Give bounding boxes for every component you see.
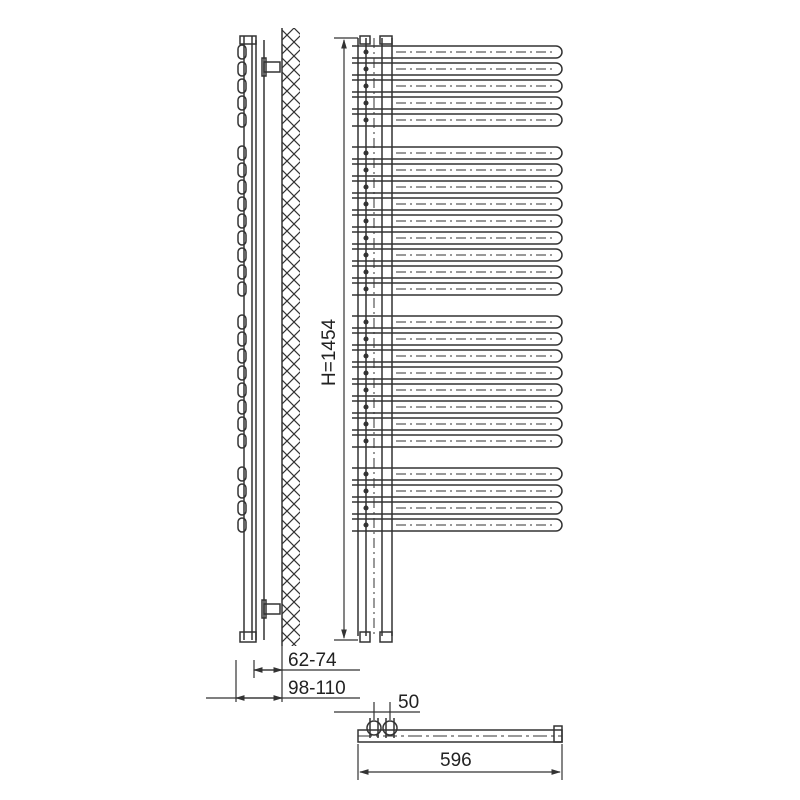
bar-joint-dot [364,202,368,206]
side-bar-end [238,400,246,414]
side-bar-end [238,434,246,448]
side-bar-end [238,282,246,296]
bar-joint-dot [364,236,368,240]
bar-joint-dot [364,506,368,510]
front-view [352,36,562,642]
bar-joint-dot [364,388,368,392]
bar-joint-dot [364,50,368,54]
side-bottom-cap [240,632,256,642]
bar-joint-dot [364,185,368,189]
top-view [358,718,562,742]
bar-joint-dot [364,472,368,476]
bar-joint-dot [364,523,368,527]
side-bar-end [238,366,246,380]
side-bar-end [238,163,246,177]
side-bar-end [238,467,246,481]
bar-joint-dot [364,371,368,375]
total-depth-dimension-label: 98-110 [288,678,346,699]
front-top-cap-left [360,36,370,44]
bar-joint-dot [364,354,368,358]
bar-joint-dot [364,489,368,493]
bar-joint-dot [364,219,368,223]
side-bar-ends [238,45,246,532]
bar-joint-dot [364,422,368,426]
front-bottom-valve-left [360,632,370,642]
side-bar-end [238,518,246,532]
side-bar-end [238,214,246,228]
bar-joint-dot [364,118,368,122]
width-dimension-label: 596 [440,750,472,771]
bar-joint-dot [364,287,368,291]
side-bar-end [238,417,246,431]
bar-joint-dot [364,101,368,105]
side-bar-end [238,45,246,59]
side-bar-end [238,383,246,397]
pipe-spacing-dimension-label: 50 [398,692,420,713]
bar-joint-dot [364,253,368,257]
bar-joint-dot [364,84,368,88]
side-bar-end [238,248,246,262]
side-bar-end [238,501,246,515]
side-view [238,28,300,646]
top-view-pipe-left [367,718,381,738]
side-bar-end [238,484,246,498]
side-bar-end [238,231,246,245]
bar-joint-dot [364,439,368,443]
bar-joint-dot [364,168,368,172]
bar-joint-dot [364,405,368,409]
side-bar-end [238,332,246,346]
bar-joint-dot [364,337,368,341]
wall-section [282,28,300,646]
side-bar-end [238,96,246,110]
side-bar-end [238,146,246,160]
wall-gap-dimension-label: 62-74 [288,650,337,671]
bar-joint-dot [364,320,368,324]
side-bar-end [238,197,246,211]
bar-joint-dot [364,67,368,71]
side-bar-end [238,113,246,127]
side-top-cap [240,36,256,44]
front-bars [352,46,562,531]
bar-joint-dot [364,151,368,155]
side-bar-end [238,349,246,363]
top-view-pipe-right [383,718,397,738]
top-view-end-cap [554,726,562,742]
side-bar-end [238,180,246,194]
bar-joint-dot [364,270,368,274]
side-bar-end [238,62,246,76]
side-bar-end [238,79,246,93]
side-bar-end [238,315,246,329]
height-dimension-label: H=1454 [319,318,340,386]
side-bar-end [238,265,246,279]
